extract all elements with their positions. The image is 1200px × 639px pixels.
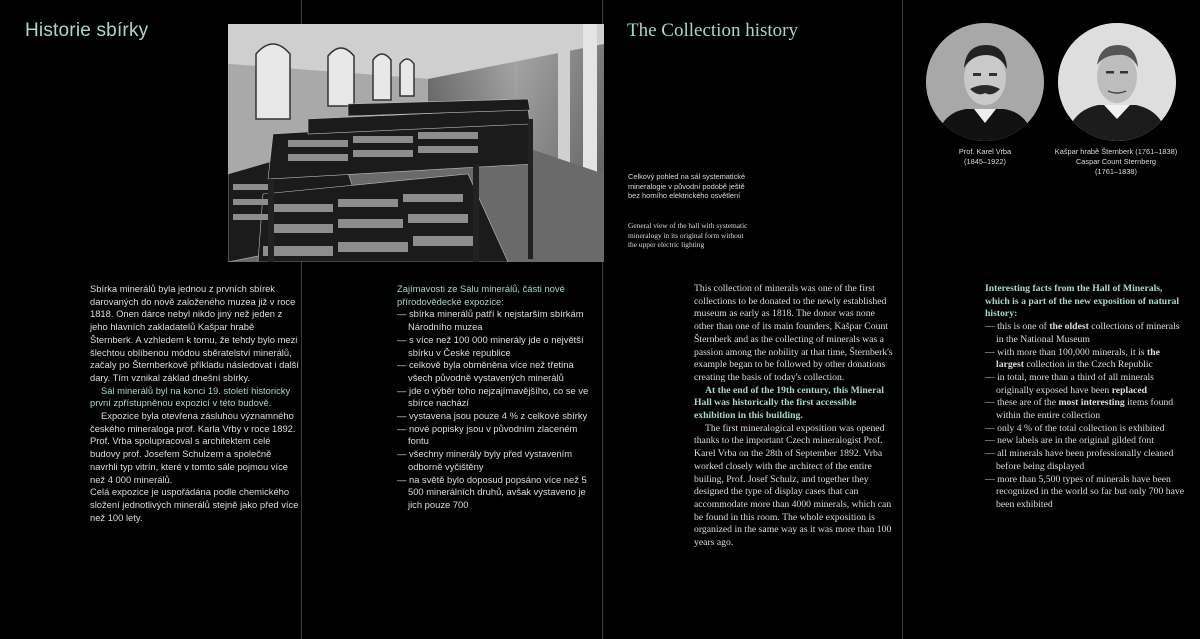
paragraph: Celá expozice je uspořádána podle chemického složení jednotlivých minerálů stejně jako před více než 100 lety. xyxy=(90,486,299,523)
photo-caption-czech: Celkový pohled na sál systematické mineralogie v původní podobě ještě bez horního elektrického osvětlení xyxy=(628,172,746,201)
facts-list xyxy=(397,308,597,511)
list-item: — na světě bylo doposud popsáno více než 5 500 minerálních druhů, avšak vystaveno je jich pouze 700 xyxy=(397,474,597,512)
portrait-name: Kašpar hrabě Šternberk (1761–1838) xyxy=(1054,147,1178,156)
text-column-english-history xyxy=(694,283,894,550)
list-item: — with more than 100,000 minerals, it is the largest collection in the Czech Republic xyxy=(985,347,1185,372)
facts-intro: Interesting facts from the Hall of Minerals, which is a part of the new exposition of natural history: xyxy=(985,283,1180,320)
list-item: — sbírka minerálů patří k nejstarším sbírkám Národního muzea xyxy=(397,308,597,333)
list-item: — všechny minerály byly před vystavením odborně vyčištěny xyxy=(397,448,597,473)
list-item: — these are of the most interesting items found within the entire collection xyxy=(985,397,1185,422)
paragraph: Sbírka minerálů byla jednou z prvních sbírek darovaných do nově založeného muzea již v roce 1818. Onen dárce nebyl nikdo jiný než jeden z jeho hlavních zakladatelů Kašpar hrabě Šternberk. A vzhledem k tomu, že tehdy bylo mezi šlechtou oblíbenou módou sběratelství minerálů, začaly po Šternberkově příkladu následovat i další dary. Tím vznikal základ dnešní sbírky. xyxy=(90,283,299,383)
portrait-name-english: Caspar Count Sternberg xyxy=(1075,157,1157,166)
list-item: — s více než 100 000 minerály jde o největší sbírku v České republice xyxy=(397,334,597,359)
list-item: — nové popisky jsou v původním zlaceném fontu xyxy=(397,423,597,448)
facts-list xyxy=(985,321,1185,512)
list-item: — this is one of the oldest collections of minerals in the National Museum xyxy=(985,321,1185,346)
portrait-karel-vrba xyxy=(926,23,1044,141)
list-item: — jde o výběr toho nejzajímavějšího, co se ve sbírce nachází xyxy=(397,385,597,410)
portrait-years: (1761–1838) xyxy=(1095,167,1137,176)
emphasis: the oldest xyxy=(1049,321,1089,333)
portrait-caption-sternberk xyxy=(1040,147,1192,177)
list-item: — in total, more than a third of all minerals originally exposed have been replaced xyxy=(985,372,1185,397)
list-item: — all minerals have been professionally cleaned before being displayed xyxy=(985,448,1185,473)
title-czech: Historie sbírky xyxy=(25,20,149,41)
list-item: — celkově byla obměněna více než třetina všech původně vystavených minerálů xyxy=(397,359,597,384)
paragraph: The first mineralogical exposition was opened thanks to the important Czech mineralogist Prof. Karel Vrba on the 28th of September 1892. Vrba worked closely with the architect of the entire builing, Prof. Josef Schulz, and together they designed the type of display cases that can accommodate more than 4000 minerals, which can be found in this room. The whole exposition is organized in the same way as it was more than 100 years ago. xyxy=(694,422,892,549)
emphasis: the largest xyxy=(996,346,1160,371)
text-column-czech-history xyxy=(90,283,300,524)
paragraph: Expozice byla otevřena zásluhou významného českého mineraloga prof. Karla Vrby v roce 1892. Prof. Vrba spolupracoval s architektem celé budovy prof. Josefem Schulzem a společně navrhli typ vitrín, které v tomto sále pojmou více než 4 000 minerálů. xyxy=(90,410,296,485)
emphasis: most interesting xyxy=(1058,397,1125,409)
text-column-czech-facts xyxy=(397,283,597,512)
emphasis: replaced xyxy=(1111,384,1148,396)
paragraph: This collection of minerals was one of the first collections to be donated to the newly established museum as early as 1818. The donor was none other than one of its main founders, Kašpar Count Šternberk and as the collecting of minerals was a passion among the nobility at that time, Šternberk's example began to be followed by other donations creating the basis of today's collection. xyxy=(694,283,893,383)
portrait-name: Prof. Karel Vrba xyxy=(958,147,1012,156)
highlight-paragraph: At the end of the 19th century, this Mineral Hall was historically the first accessible exhibition in this building. xyxy=(694,384,884,422)
highlight-paragraph: Sál minerálů byl na konci 19. století historicky první zpřístupněnou expozicí v této budově. xyxy=(90,384,291,409)
list-item: — only 4 % of the total collection is exhibited xyxy=(985,423,1185,436)
mineral-hall-photo xyxy=(228,24,604,262)
photo-caption-english: General view of the hall with systematic mineralogy in its original form without the upper electric lighting xyxy=(628,221,748,250)
list-item: — more than 5,500 types of minerals have been recognized in the world so far but only 700 have been exhibited xyxy=(985,474,1185,512)
portrait-caption-vrba xyxy=(940,147,1030,167)
portrait-years: (1845–1922) xyxy=(964,157,1006,166)
list-item: — vystavena jsou pouze 4 % z celkové sbírky xyxy=(397,410,597,423)
list-item: — new labels are in the original gilded font xyxy=(985,435,1185,448)
facts-intro: Zajímavosti ze Sálu minerálů, části nové přírodovědecké expozice: xyxy=(397,283,565,307)
title-english: The Collection history xyxy=(627,20,798,41)
page-fold xyxy=(902,0,903,639)
portrait-kaspar-sternberk xyxy=(1058,23,1176,141)
text-column-english-facts xyxy=(985,283,1185,512)
